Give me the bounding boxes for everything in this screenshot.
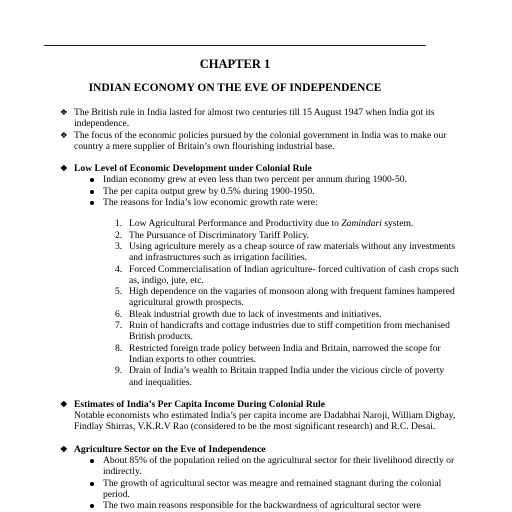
reason-item (115, 343, 460, 366)
reason-item (115, 320, 460, 343)
reason-number: 9. (115, 365, 123, 377)
list-item-text: Indian economy grew at even less than two percent per annum during 1900-50. (103, 174, 407, 186)
section-heading-low-development (60, 163, 460, 174)
bullet-dot-icon (90, 459, 94, 463)
list-item-text: The per capita output grew by 0.5% during 1900-1950. (103, 185, 315, 197)
list-item-text: About 85% of the population relied on the agricultural sector for their livelihood directly or indirectly. (103, 455, 455, 478)
reason-item (115, 286, 460, 309)
bullet-dot-icon (90, 190, 94, 194)
intro-bullet (60, 107, 460, 130)
per-capita-paragraph: Notable economists who estimated India’s per capita income are Dadabhai Naroji, William Digbay, Findlay Shirras, V.K.R.V Rao (considered to be the most significant research) and R.C. Desai. (74, 410, 456, 433)
list-item (90, 500, 460, 511)
reason-number: 1. (115, 218, 123, 230)
reason-text: Restricted foreign trade policy between India and Britain, narrowed the scope for Indian exports to other countries. (129, 342, 441, 365)
list-item (90, 197, 460, 208)
diamond-bullet-icon: ❖ (60, 163, 68, 174)
header-rule (44, 45, 426, 46)
reason-item (115, 365, 460, 388)
list-item (90, 478, 460, 501)
bullet-dot-icon (90, 504, 94, 508)
reason-number: 2. (115, 229, 123, 241)
diamond-bullet-icon: ❖ (60, 107, 68, 117)
reason-text: Drain of India’s wealth to Britain trapped India under the vicious circle of poverty and inequalities. (129, 365, 445, 388)
section-heading-text: Agriculture Sector on the Eve of Independence (74, 443, 266, 455)
reasons-numbered-list (60, 218, 460, 387)
intro-bullet-text: The British rule in India lasted for almost two centuries till 15 August 1947 when India got its independence. (74, 107, 435, 130)
section-heading-text: Low Level of Economic Development under Colonial Rule (74, 163, 312, 175)
list-item-text: The growth of agricultural sector was meagre and remained stagnant during the colonial period. (103, 477, 442, 500)
section-heading-text: Estimates of India’s Per Capita Income During Colonial Rule (74, 398, 326, 410)
diamond-bullet-icon: ❖ (60, 129, 68, 140)
reason-text: Using agriculture merely as a cheap source of raw materials without any investments and infrastructures such as irrigation facilities. (129, 240, 456, 264)
list-item (90, 455, 460, 478)
list-item-text: The reasons for India’s low economic growth rate were: (103, 197, 318, 209)
spacer (60, 433, 460, 444)
growth-bullet-list (60, 174, 460, 208)
reason-text-end: system. (381, 218, 414, 230)
list-item-text: The two main reasons responsible for the backwardness of agricultural sector were (103, 500, 421, 512)
diamond-bullet-icon: ❖ (60, 398, 68, 409)
reason-text: High dependence on the vagaries of monsoon along with frequent famines hampered agricultural growth prospects. (129, 286, 455, 309)
document-body (60, 107, 460, 512)
reason-text: Low Agricultural Performance and Productivity due to (129, 218, 342, 230)
bullet-dot-icon (90, 482, 94, 486)
reason-number: 5. (115, 286, 123, 298)
reason-number: 8. (115, 342, 123, 354)
section-heading-agriculture (60, 444, 460, 455)
reason-number: 4. (115, 263, 123, 275)
agriculture-bullet-list (60, 455, 460, 511)
intro-bullet (60, 130, 460, 153)
reason-item (115, 230, 460, 241)
reason-item (115, 309, 460, 320)
reason-number: 7. (115, 320, 123, 332)
list-item (90, 186, 460, 197)
spacer (60, 152, 460, 163)
chapter-title: INDIAN ECONOMY ON THE EVE OF INDEPENDENCE (88, 82, 382, 94)
list-item (90, 174, 460, 185)
reason-text: Forced Commercialisation of Indian agriculture- forced cultivation of cash crops such as, indigo, jute, etc. (129, 263, 459, 286)
reason-number: 6. (115, 308, 123, 320)
reason-text: Ruin of handicrafts and cottage industries due to stiff competition from mechanised British products. (129, 320, 450, 343)
spacer (60, 208, 460, 218)
section-heading-per-capita-income (60, 399, 460, 410)
reason-italic-text: Zamindari (341, 218, 382, 230)
reason-item (115, 264, 460, 287)
intro-bullet-text: The focus of the economic policies pursued by the colonial government in India was to make our country a mere supplier of Britain’s own flourishing industrial base. (74, 129, 447, 152)
spacer (60, 388, 460, 399)
diamond-bullet-icon: ❖ (60, 443, 68, 454)
reason-item (115, 241, 460, 264)
reason-number: 3. (115, 240, 123, 252)
bullet-dot-icon (90, 178, 94, 182)
reason-item (115, 218, 460, 229)
chapter-label: CHAPTER 1 (199, 57, 271, 71)
reason-text: The Pursuance of Discriminatory Tariff Policy. (129, 229, 310, 241)
reason-text: Bleak industrial growth due to lack of investments and initiatives. (129, 308, 382, 320)
bullet-dot-icon (90, 201, 94, 205)
